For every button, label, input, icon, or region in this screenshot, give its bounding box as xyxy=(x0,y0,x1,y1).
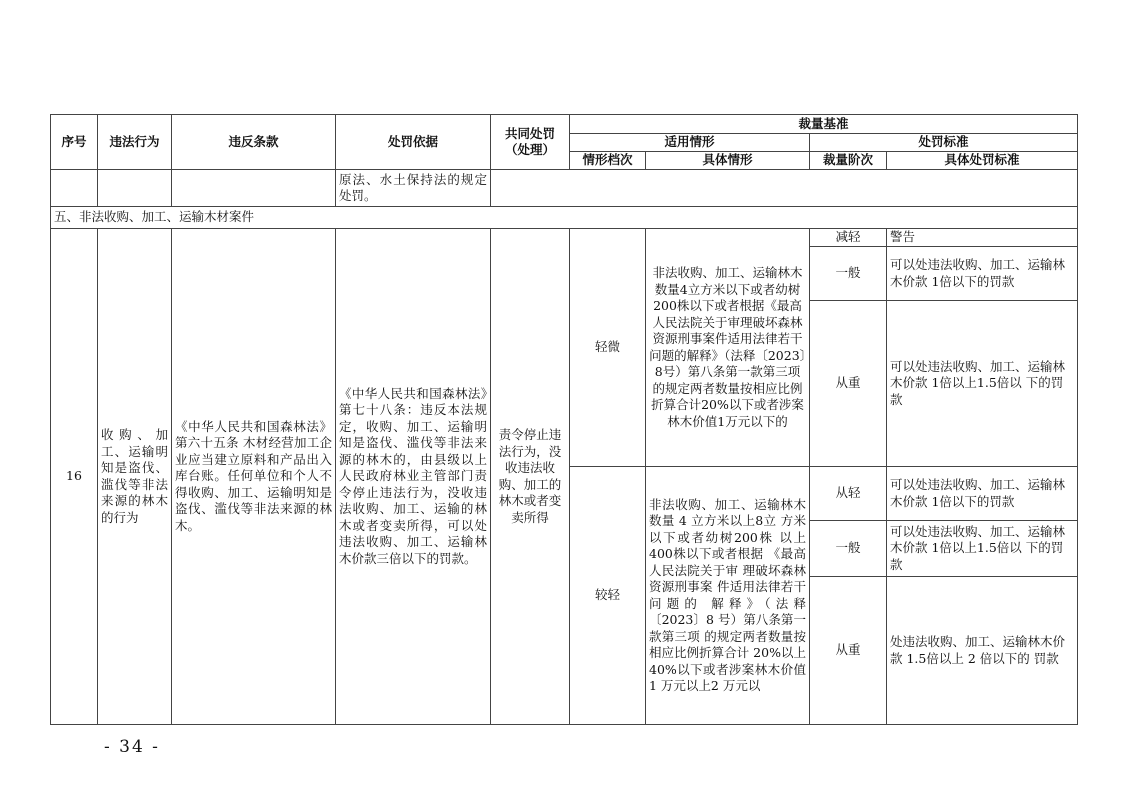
stage-name: 一般 xyxy=(810,247,887,301)
stage-name: 从轻 xyxy=(810,467,887,521)
stage-standard: 处违法收购、加工、运输林木价款 1.5倍以上 2 倍以下的 罚款 xyxy=(887,577,1078,725)
header-clause: 违反条款 xyxy=(172,115,336,170)
header-joint: 共同处罚（处理） xyxy=(491,115,570,170)
level-1-stage-1-row xyxy=(51,229,1078,247)
stage-standard: 可以处违法收购、加工、运输林木价款 1倍以上1.5倍以 下的罚款 xyxy=(887,301,1078,467)
stage-name: 从重 xyxy=(810,577,887,725)
level-name: 轻微 xyxy=(570,229,646,467)
stage-standard: 可以处违法收购、加工、运输林木价款 1倍以下的罚款 xyxy=(887,467,1078,521)
stage-standard: 可以处违法收购、加工、运输林木价款 1倍以上1.5倍以 下的罚款 xyxy=(887,521,1078,577)
header-specific-standard: 具体处罚标准 xyxy=(887,152,1078,170)
row-basis: 《中华人民共和国森林法》第七十八条：违反本法规定，收购、加工、运输明知是盗伐、滥伐等非法来源的林木的，由县级以上人民政府林业主管部门责令停止违法行为，没收违法收购、加工、运输的林木或者变卖所得，可以处违法收购、加工、运输林木价款三倍以下的罚款。 xyxy=(336,229,491,725)
header-act: 违法行为 xyxy=(98,115,172,170)
header-stage: 裁量阶次 xyxy=(810,152,887,170)
row-seq: 16 xyxy=(51,229,98,725)
section-title: 五、非法收购、加工、运输木材案件 xyxy=(51,207,1078,229)
header-level: 情形档次 xyxy=(570,152,646,170)
stage-name: 一般 xyxy=(810,521,887,577)
stage-standard: 警告 xyxy=(887,229,1078,247)
row-clause: 《中华人民共和国森林法》第六十五条 木材经营加工企业应当建立原料和产品出入库台账。任何单位和个人不得收购、加工、运输明知是盗伐、滥伐等非法来源的林木。 xyxy=(172,229,336,725)
header-row-1 xyxy=(51,115,1078,134)
header-applicable: 适用情形 xyxy=(570,134,810,152)
stage-name: 从重 xyxy=(810,301,887,467)
level-situation: 非法收购、加工、运输林木数量4立方米以下或者幼树200株以下或者根据《最高人民法院关于审理破坏森林资源刑事案件适用法律若干问题的解释》（法释〔2023〕8号）第八条第一款第三项的规定两者数量按相应比例折算合计20%以下或者涉案林木价值1万元以下的 xyxy=(646,229,810,467)
row-act: 收购、加工、运输明知是盗伐、滥伐等非法来源的林木的行为 xyxy=(98,229,172,725)
continued-basis: 原法、水土保持法的规定处罚。 xyxy=(336,170,491,207)
level-situation: 非法收购、加工、运输林木数量 4 立方米以上8立 方米以下或者幼树200株 以上400株以下或者根据 《最高人民法院关于审 理破坏森林资源刑事案 件适用法律若干问题的 解释》（法释〔2023〕8 号）第八条第一款第三项 的规定两者数量按相应比例折算合计 20%以上40%以下或者涉案林木价值 1 万元以上2 万元以 xyxy=(646,467,810,725)
continued-row xyxy=(51,170,1078,207)
stage-standard: 可以处违法收购、加工、运输林木价款 1倍以下的罚款 xyxy=(887,247,1078,301)
header-basis: 处罚依据 xyxy=(336,115,491,170)
header-benchmark: 裁量基准 xyxy=(570,115,1078,134)
header-standard: 处罚标准 xyxy=(810,134,1078,152)
level-name: 较轻 xyxy=(570,467,646,725)
header-seq: 序号 xyxy=(51,115,98,170)
row-joint: 责令停止违法行为，没收违法收购、加工的林木或者变卖所得 xyxy=(491,229,570,725)
penalty-table xyxy=(50,114,1078,725)
section-row xyxy=(51,207,1078,229)
header-specific: 具体情形 xyxy=(646,152,810,170)
page-number: - 34 - xyxy=(104,737,160,757)
stage-name: 减轻 xyxy=(810,229,887,247)
